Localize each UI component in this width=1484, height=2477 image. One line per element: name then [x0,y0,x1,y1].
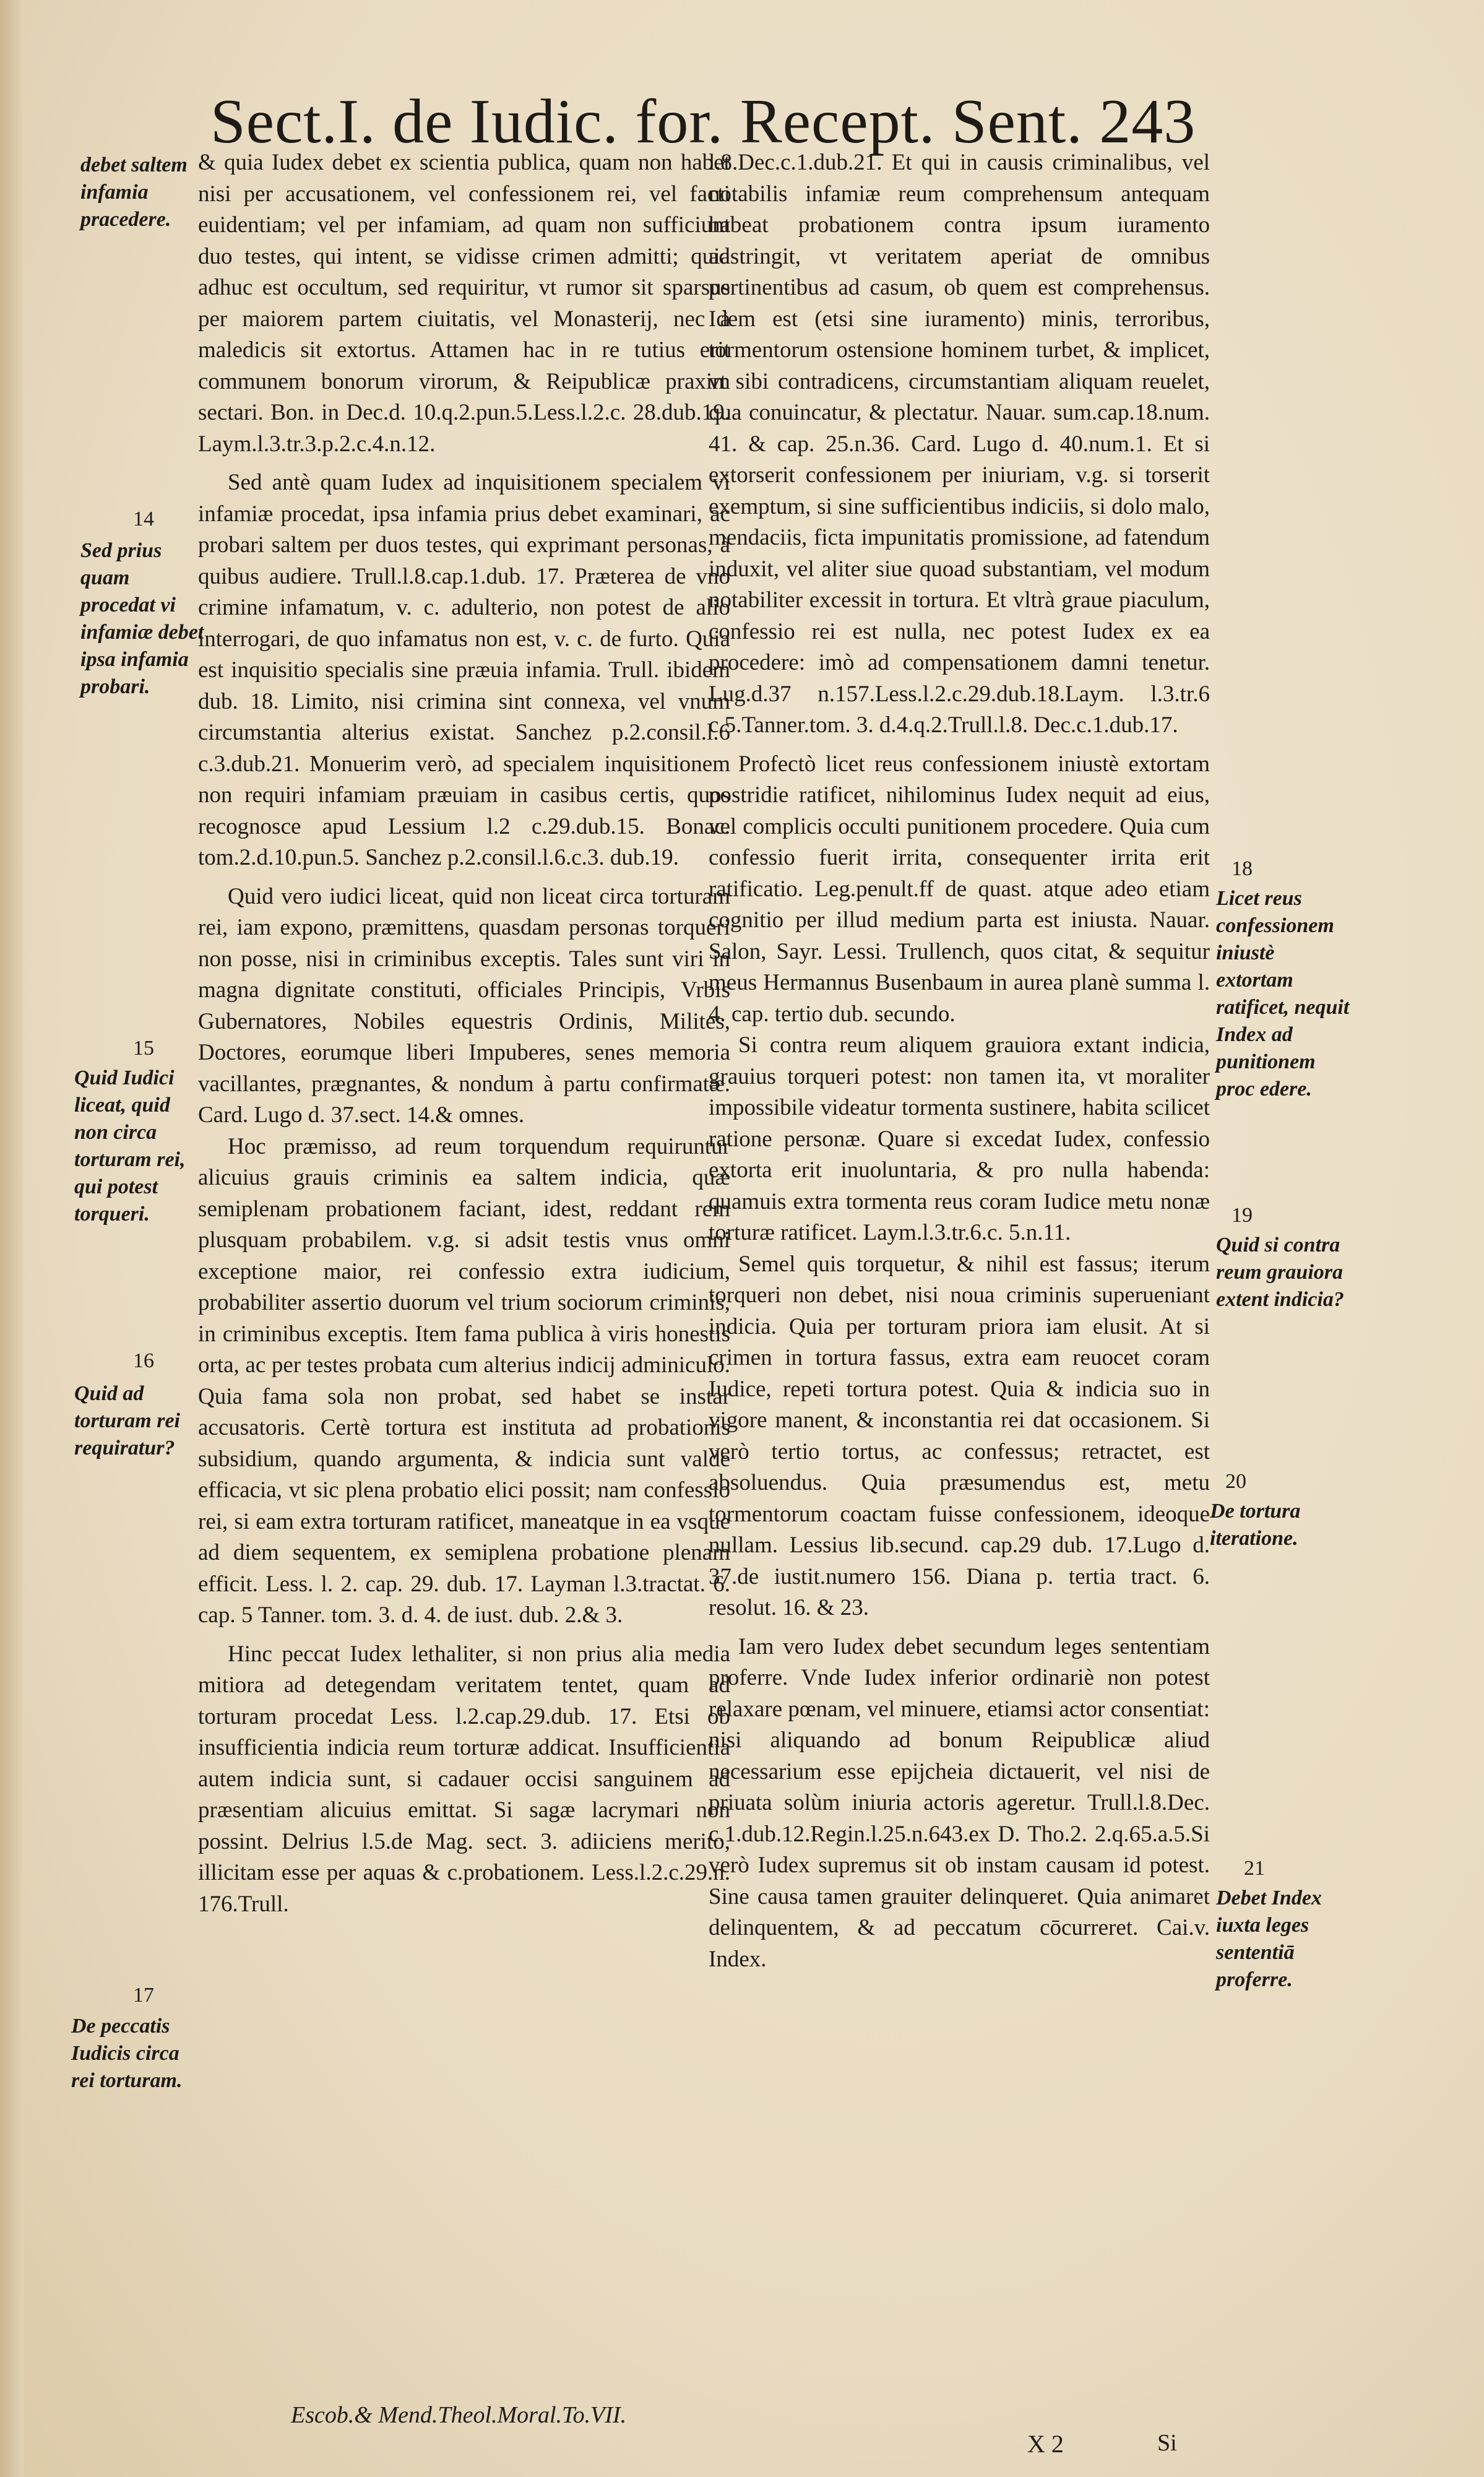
text-column-right [709,147,1210,1975]
paragraph: l.8.Dec.c.1.dub.21. Et qui in causis criminalibus, vel notabilis infamiæ reum comprehensum antequam habeat probationem contra ipsum iuramento adstringit, vt veritatem aperiat de omnibus pertinentibus ad casum, ob quem est comprehensus. Idem est (etsi sine iuramento) minis, terroribus, tormentorum ostensione hominem turbet, & implicet, vt sibi contradicens, circumstantiam aliquam reuelet, qua conuincatur, & plectatur. Nauar. sum.cap.18.num. 41. & cap. 25.n.36. Card. Lugo d. 40.num.1. Et si extorserit confessionem per iniuriam, v.g. si torserit exemptum, si sine sufficientibus indiciis, si dolo malo, mendaciis, ficta impunitatis promissione, ad fatendum induxit, vel aliter siue quoad substantiam, vel modum notabiliter excessit in tortura. Et vltrà graue piaculum, confessio rei est nulla, nec potest Iudex ex ea procedere: imò ad compensationem damni tenetur. Lug.d.37 n.157.Less.l.2.c.29.dub.18.Laym. l.3.tr.6 c.5.Tanner.tom. 3. d.4.q.2.Trull.l.8. Dec.c.1.dub.17. [709,150,1210,738]
margin-number-16: 16 [133,1349,154,1372]
margin-number-19: 19 [1232,1204,1253,1227]
paragraph: Sed antè quam Iudex ad inquisitionem specialem vi infamiæ procedat, ipsa infamia prius debet examinari, ac probari saltem per duos testes, qui exprimant personas, à quibus audiere. Trull.l.8.cap.1.dub. 17. Præterea de vno crimine infamatum, v. c. adulterio, non potest de alio interrogari, de quo infamatus non est, v. c. de furto. Quia est inquisitio specialis sine præuia infamia. Trull. ibidem dub. 18. Limito, nisi crimina sint connexa, vel vnum circumstantia alterius existat. Sanchez p.2.consil.l.6 c.3.dub.21. Monuerim verò, ad specialem inquisitionem non requiri infamiam præuiam in casibus certis, quos recognosce apud Lessium l.2 c.29.dub.15. Bonac. tom.2.d.10.pun.5. Sanchez p.2.consil.l.6.c.3. dub.19. [198,470,730,870]
margin-number-17: 17 [133,1984,154,2007]
running-footer: Escob.& Mend.Theol.Moral.To.VII. [291,2402,627,2428]
margin-number-21: 21 [1244,1857,1265,1880]
margin-number-20: 20 [1225,1470,1246,1493]
margin-note-left-2: Quid Iudici liceat, quid non circa torturam rei, qui potest torqueri. [74,1066,186,1226]
paragraph: & quia Iudex debet ex scientia publica, quam non habet nisi per accusationem, vel confessionem rei, vel facti euidentiam; vel per infamiam, ad quam non sufficiunt duo testes, qui intent, se vidisse crimen admitti; quia adhuc est occultum, sed requiritur, vt rumor sit sparsus per maiorem partem ciuitatis, vel Monasterij, nec à maledicis sit extortus. Attamen hac in re tutius erit communem bonorum virorum, & Reipublicæ praxim sectari. Bon. in Dec.d. 10.q.2.pun.5.Less.l.2.c. 28.dub.19. Laym.l.3.tr.3.p.2.c.4.n.12. [198,150,730,457]
paragraph: Iam vero Iudex debet secundum leges sententiam proferre. Vnde Iudex inferior ordinariè non potest relaxare pœnam, vel minuere, etiamsi actor consentiat: nisi aliquando ad bonum Reipublicæ aliud necessarium esse epijcheia dictauerit, vel nisi de priuata solùm iniuria actoris ageretur. Trull.l.8.Dec. c.1.dub.12.Regin.l.25.n.643.ex D. Tho.2. 2.q.65.a.5.Si verò Iudex supremus sit ob instam causam id potest. Sine causa tamen grauiter delinqueret. Quia animaret delinquentem, & ad peccatum cōcurreret. Cai.v. Index. [709,1633,1210,1972]
margin-note-left-1: Sed prius quam procedat vi infamiæ debet ipsa infamia probari. [80,539,204,698]
paragraph: Quid vero iudici liceat, quid non liceat circa torturam rei, iam expono, præmittens, quasdam personas torqueri non posse, nisi in criminibus exceptis. Tales sunt viri in magna dignitate constituti, officiales Principis, Vrbis Gubernatores, Nobiles equestris Ordinis, Milites, Doctores, eorumque liberi Impuberes, senes memoria vacillantes, prægnantes, & nondum à partu confirmatæ. Card. Lugo d. 37.sect. 14.& omnes. [198,883,730,1128]
margin-note-left-0: debet saltem infamia pracedere. [80,153,188,231]
signature-mark: X 2 [1027,2430,1064,2458]
margin-number-14: 14 [133,508,154,530]
paragraph: Semel quis torquetur, & nihil est fassus; iterum torqueri non debet, nisi noua criminis superueniant indicia. Quia per torturam priora iam elusit. At si crimen in tortura fassus, extra eam reuocet coram Iudice, repeti tortura potest. Quia & indicia suo in vigore manent, & inconstantia rei dat occasionem. Si verò tertio tortus, ac confessus; retractet, est absoluendus. Quia præsumendus est, metu tormentorum coactam fuisse confessionem, ideoque nullam. Lessius lib.secund. cap.29 dub. 17.Lugo d. 37.de iustit.numero 156. Diana p. tertia tract. 6. resolut. 16. & 23. [709,1251,1210,1620]
paragraph: Hinc peccat Iudex lethaliter, si non prius alia media mitiora ad detegendam veritatem tentet, quam ad torturam procedat Less. l.2.cap.29.dub. 17. Etsi ob insufficientia indicia reum torturæ addicat. Insufficientia autem indicia sunt, si cadauer occisi sanguinem ad præsentiam alicuius emittat. Si sagæ lacrymari non possint. Delrius l.5.de Mag. sect. 3. adiiciens merito, illicitam esse per aquas & c.probationem. Less.l.2.c.29.n. 176.Trull. [198,1641,730,1917]
paragraph: Si contra reum aliquem grauiora extant indicia, grauius torqueri potest: non tamen ita, vt moraliter impossibile videatur tormenta sustinere, habita scilicet ratione personæ. Quare si excedat Iudex, confessio extorta erit inuoluntaria, & pro nulla habenda: quamuis extra tormenta reus coram Iudice metu nonæ torturæ ratificet. Laym.l.3.tr.6.c. 5.n.11. [709,1032,1210,1245]
binding-edge [0,0,24,2477]
margin-note-right-1: Quid si contra reum grauiora extent indicia? [1216,1234,1344,1311]
margin-number-18: 18 [1232,857,1253,880]
text-column-left [198,147,730,1920]
margin-note-right-2: De tortura iteratione. [1210,1500,1301,1550]
margin-number-15: 15 [133,1037,154,1060]
margin-note-left-3: Quid ad torturam rei requiratur? [74,1382,180,1459]
paragraph: Hoc præmisso, ad reum torquendum requiruntur alicuius grauis criminis ea saltem indicia, quæ semiplenam probationem faciant, idest, reddant rem plusquam probabilem. v.g. si adsit testis vnus omni exceptione maior, rei confessio extra iudicium, probabiliter assertio duorum vel trium sociorum criminis, in criminibus exceptis. Item fama publica à viris honestis orta, ac per testes probata cum alterius indicij adminiculo. Quia fama sola non probat, sed habet se instar accusatoris. Certè tortura est instituta ad probationis subsidium, quando argumenta, & indicia sunt valde efficacia, vt sic plena probatio elici possit; nam confessio rei, si eam extra torturam ratificet, maneatque in ea vsque ad diem sequentem, ex semiplena probatione plenam efficit. Less. l. 2. cap. 29. dub. 17. Layman l.3.tractat. 6. cap. 5 Tanner. tom. 3. d. 4. de iust. dub. 2.& 3. [198,1133,730,1628]
page-header: Sect.I. de Iudic. for. Recept. Sent. 243 [210,87,1196,157]
paragraph: Profectò licet reus confessionem iniustè extortam postridie ratificet, nihilominus Iudex nequit ad eius, vel complicis occulti punitionem procedere. Quia cum confessio fuerit irrita, consequenter irrita erit ratificatio. Leg.penult.ff de quast. atque adeo etiam cognitio per illud medium parta est iniusta. Nauar. Salon, Sayr. Lessi. Trullench, quos citat, & sequitur meus Hermannus Busenbaum in aurea planè summa l. 4. cap. tertio dub. secundo. [709,751,1210,1027]
margin-note-right-3: Debet Index iuxta leges sententiā proferre. [1216,1887,1322,1991]
margin-note-right-0: Licet reus confessionem iniustè extortam ratificet, nequit Index ad punitionem proc edere. [1216,887,1350,1100]
margin-note-left-4: De peccatis Iudicis circa rei torturam. [71,2015,183,2092]
catchword: Si [1157,2430,1177,2456]
